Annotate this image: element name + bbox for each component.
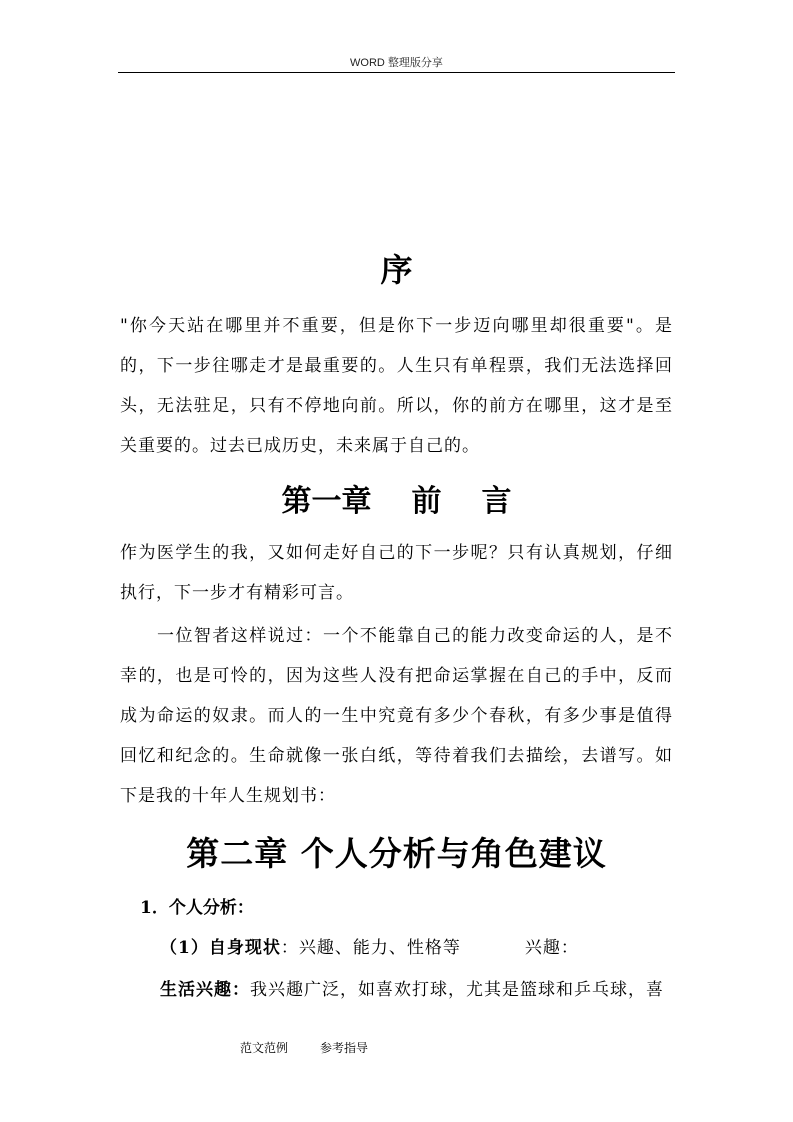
- header-divider: [118, 72, 675, 73]
- preface-paragraph: "你今天站在哪里并不重要，但是你下一步迈向哪里却很重要"。是的，下一步往哪走才是最重要的。人生只有单程票，我们无法选择回头，无法驻足，只有不停地向前。所以，你的前方在哪里，这才是至关重要的。过去已成历史，未来属于自己的。: [120, 316, 673, 456]
- subsection-tail: 兴趣：: [524, 938, 579, 958]
- section-heading-personal-analysis: 1．个人分析：: [140, 898, 254, 918]
- life-interest-line: [160, 972, 673, 1008]
- subsection-label: （1）自身现状: [160, 938, 281, 958]
- chapter1-title-part3: 言: [481, 484, 512, 519]
- chapter1-paragraph-2: 一位智者这样说过：一个不能靠自己的能力改变命运的人，是不幸的，也是可怜的，因为这些人没有把命运掌握在自己的手中，反而成为命运的奴隶。而人的一生中究竟有多少个春秋，有多少事是值得回忆和纪念的。生命就像一张白纸，等待着我们去描绘，去谱写。如下是我的十年人生规划书：: [120, 626, 673, 806]
- footer-right: 参考指导: [320, 1041, 369, 1055]
- header-text: WORD 整理版分享: [350, 57, 443, 69]
- preface-title: 序: [380, 251, 413, 289]
- chapter1-title-part1: 第一章: [281, 484, 372, 519]
- footer-left: 范文范例: [240, 1041, 289, 1055]
- chapter1-title: [118, 478, 675, 526]
- life-interest-text: 我兴趣广泛，如喜欢打球，尤其是篮球和乒乓球，喜: [250, 980, 664, 1000]
- page-footer: [240, 1040, 400, 1056]
- subsection-text: ：兴趣、能力、性格等: [280, 938, 461, 958]
- life-interest-label: 生活兴趣：: [160, 980, 250, 1000]
- chapter2-title: 第二章 个人分析与角色建议: [186, 834, 607, 873]
- subsection-current-status: [160, 930, 579, 966]
- chapter1-title-part2: 前: [411, 484, 442, 519]
- chapter1-paragraph-1: 作为医学生的我，又如何走好自己的下一步呢？只有认真规划，仔细执行，下一步才有精彩可言。: [120, 543, 673, 603]
